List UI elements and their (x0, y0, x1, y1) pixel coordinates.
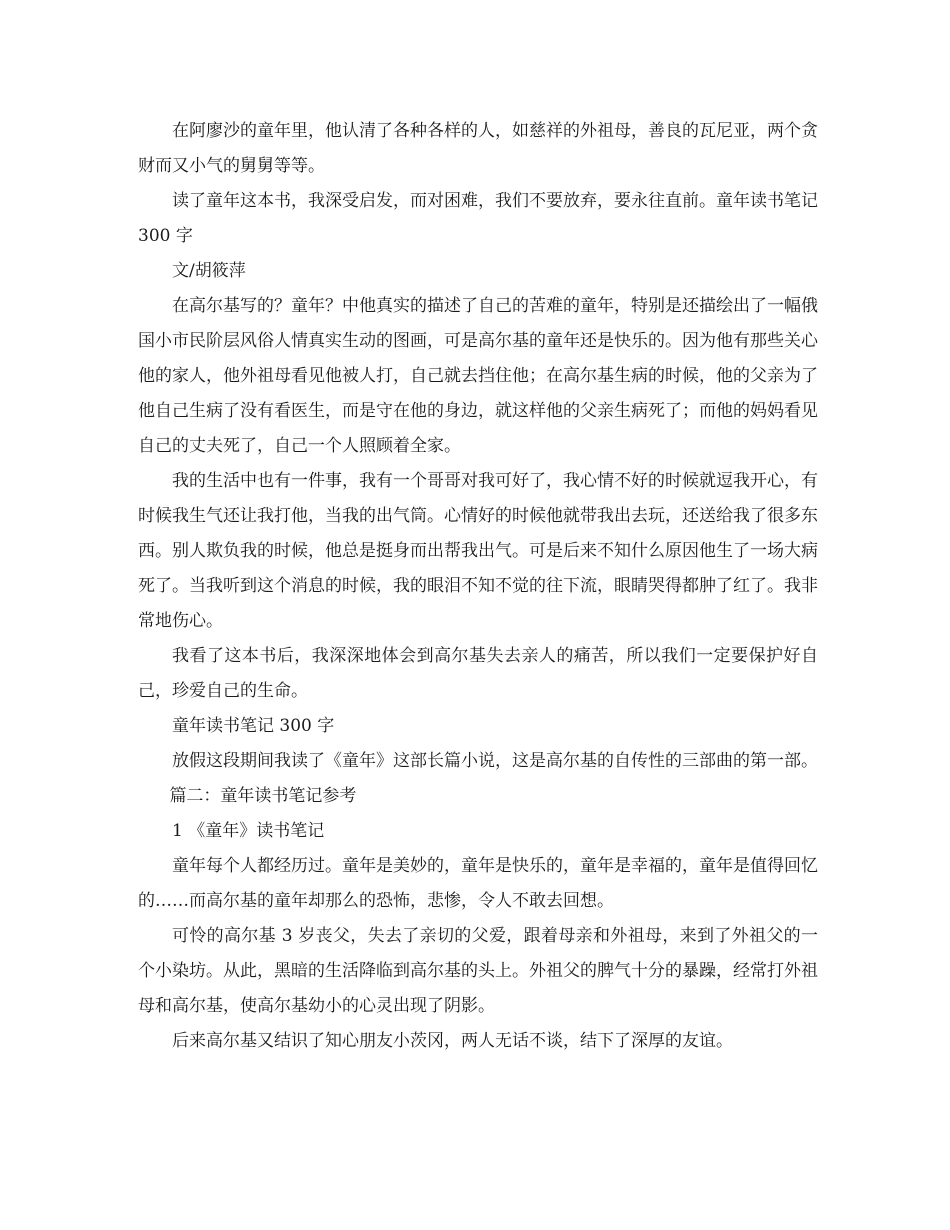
paragraph: 我看了这本书后，我深深地体会到高尔基失去亲人的痛苦，所以我们一定要保护好自己，珍爱自己的生命。 (138, 646, 818, 701)
paragraph: 可怜的高尔基 3 岁丧父，失去了亲切的父爱，跟着母亲和外祖母，来到了外祖父的一个小染坊。从此，黑暗的生活降临到高尔基的头上。外祖父的脾气十分的暴躁，经常打外祖母和高尔基，使高尔基幼小的心灵出现了阴影。 (138, 926, 818, 1016)
paragraph: 童年每个人都经历过。童年是美妙的，童年是快乐的，童年是幸福的，童年是值得回忆的……而高尔基的童年却那么的恐怖，悲惨，令人不敢去回想。 (138, 856, 818, 911)
paragraph: 在高尔基写的？童年？中他真实的描述了自己的苦难的童年，特别是还描绘出了一幅俄国小市民阶层风俗人情真实生动的图画，可是高尔基的童年还是快乐的。因为他有那些关心他的家人，他外祖母看见他被人打，自己就去挡住他；在高尔基生病的时候，他的父亲为了他自己生病了没有看医生，而是守在他的身边，就这样他的父亲生病死了；而他的妈妈看见自己的丈夫死了，自己一个人照顾着全家。 (138, 296, 818, 456)
author-line: 文/胡筱萍 (172, 261, 246, 281)
subsection-title: 1 《童年》读书笔记 (172, 821, 325, 841)
paragraph: 在阿廖沙的童年里，他认清了各种各样的人，如慈祥的外祖母，善良的瓦尼亚，两个贪财而又小气的舅舅等等。 (138, 121, 818, 176)
section-heading: 篇二：童年读书笔记参考 (169, 786, 357, 806)
paragraph: 放假这段期间我读了《童年》这部长篇小说，这是高尔基的自传性的三部曲的第一部。 (172, 751, 818, 771)
document-body (138, 114, 818, 1059)
paragraph: 读了童年这本书，我深受启发，而对困难，我们不要放弃，要永往直前。童年读书笔记 300 字 (138, 191, 818, 246)
paragraph: 后来高尔基又结识了知心朋友小茨冈，两人无话不谈，结下了深厚的友谊。 (172, 1031, 733, 1051)
section-title: 童年读书笔记 300 字 (172, 716, 335, 736)
paragraph: 我的生活中也有一件事，我有一个哥哥对我可好了，我心情不好的时候就逗我开心，有时候我生气还让我打他，当我的出气筒。心情好的时候他就带我出去玩，还送给我了很多东西。别人欺负我的时候，他总是挺身而出帮我出气。可是后来不知什么原因他生了一场大病死了。当我听到这个消息的时候，我的眼泪不知不觉的往下流，眼睛哭得都肿了红了。我非常地伤心。 (138, 471, 818, 631)
